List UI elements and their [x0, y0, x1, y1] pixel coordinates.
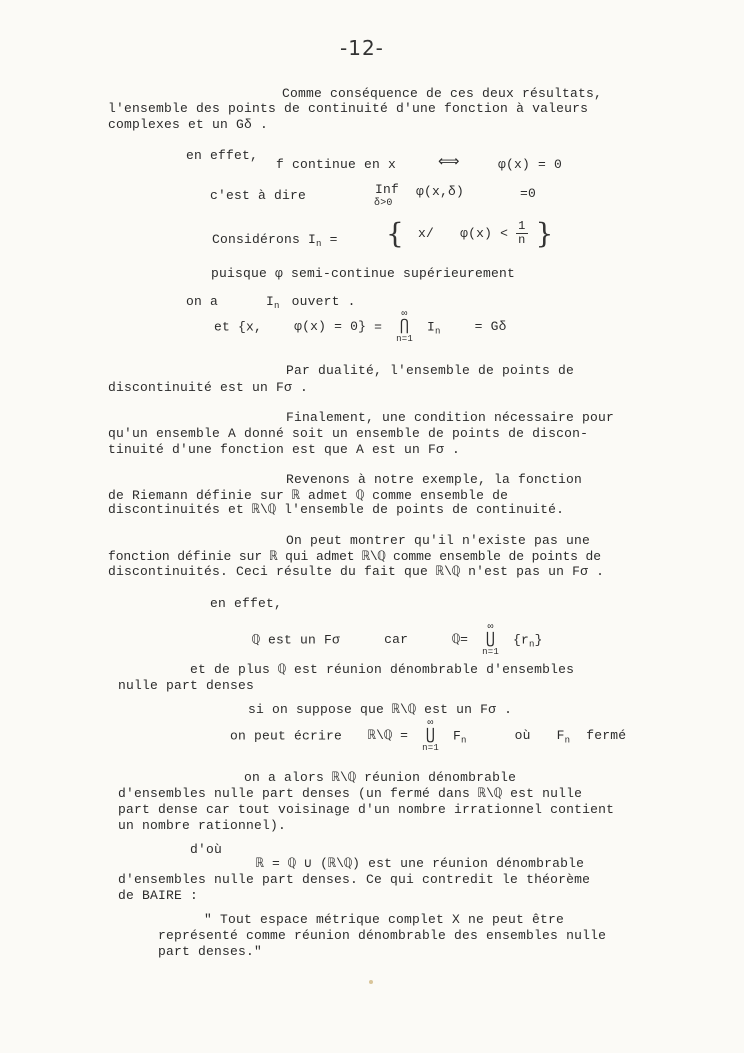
- quote-line: " Tout espace métrique complet X ne peut être: [204, 912, 565, 927]
- math-equation: on peut écrire ℝ\ℚ = ∞ ⋃ n=1 $F_n$ où $F_n$ fermé: [230, 718, 627, 753]
- text-line: fonction définie sur ℝ qui admet ℝ\ℚ comme ensemble de points de: [108, 549, 601, 564]
- text-line: en effet,: [186, 148, 259, 163]
- text-line: d'où: [190, 842, 223, 857]
- text-line: on a alors ℝ\ℚ réunion dénombrable: [244, 770, 517, 785]
- text-line: complexes et un Gδ .: [108, 117, 269, 132]
- text-line: discontinuités et ℝ\ℚ l'ensemble de points de continuité.: [108, 502, 565, 517]
- text-line: en effet,: [210, 596, 283, 611]
- math-expression: φ(x) = 0: [498, 157, 563, 172]
- page-number: -12-: [340, 36, 384, 60]
- text-line: discontinuité est un Fσ .: [108, 380, 309, 395]
- text-line: On peut montrer qu'il n'existe pas une: [286, 533, 591, 548]
- text-line: si on suppose que ℝ\ℚ est un Fσ .: [248, 702, 513, 717]
- text-line: l'ensemble des points de continuité d'une fonction à valeurs: [108, 101, 589, 116]
- math-equation: et {x, φ(x) = 0} = ∞ ⋂ n=1 $I_n = G\delta$: [214, 309, 507, 344]
- text-line: Revenons à notre exemple, la fonction: [286, 472, 583, 487]
- math-expression: =0: [520, 186, 537, 201]
- math-equation: ℚ est un Fσ car ℚ= ∞ ⋃ n=1 $\{r_n\}$: [252, 622, 543, 657]
- text-line: Comme conséquence de ces deux résultats,: [282, 86, 603, 101]
- text-line: puisque φ semi-continue supérieurement: [211, 266, 516, 281]
- math-subscript: δ>0: [374, 198, 393, 209]
- quote-line: représenté comme réunion dénombrable des ensembles nulle: [158, 928, 607, 943]
- text-line: f continue en x: [276, 157, 397, 172]
- text-line: Finalement, une condition nécessaire pour: [286, 410, 615, 425]
- text-line: nulle part denses: [118, 678, 255, 693]
- text-line: Par dualité, l'ensemble de points de: [286, 363, 575, 378]
- text-line: d'ensembles nulle part denses. Ce qui contredit le théorème: [118, 872, 591, 887]
- text-line: et de plus ℚ est réunion dénombrable d'ensembles: [190, 662, 575, 677]
- text-line: part dense car tout voisinage d'un nombre irrationnel contient: [118, 802, 615, 817]
- paper-spot: [369, 980, 373, 984]
- text-line: de BAIRE :: [118, 888, 199, 903]
- text-line: ℝ = ℚ ∪ (ℝ\ℚ) est une réunion dénombrable: [256, 856, 585, 871]
- text-line: discontinuités. Ceci résulte du fait que ℝ\ℚ n'est pas un Fσ .: [108, 564, 605, 579]
- text-line: c'est à dire: [210, 188, 307, 203]
- math-operator: Inf: [375, 182, 400, 197]
- quote-line: part denses.": [158, 944, 263, 959]
- text-line: qu'un ensemble A donné soit un ensemble de points de discon-: [108, 426, 589, 441]
- text-line: de Riemann définie sur ℝ admet ℚ comme ensemble de: [108, 488, 509, 503]
- math-expression: φ(x,δ): [416, 184, 465, 199]
- equivalence-symbol: ⟺: [438, 154, 460, 171]
- set-expression: { x/ φ(x) < $\frac{1}{n}$ }: [386, 216, 554, 250]
- text-line: tinuité d'une fonction est que A est un Fσ .: [108, 442, 461, 457]
- text-line: Considérons $I_n$ =: [212, 232, 338, 249]
- text-line: d'ensembles nulle part denses (un fermé dans ℝ\ℚ est nulle: [118, 786, 583, 801]
- text-line: on a $I_n$ ouvert .: [186, 294, 356, 311]
- text-line: un nombre rationnel).: [118, 818, 287, 833]
